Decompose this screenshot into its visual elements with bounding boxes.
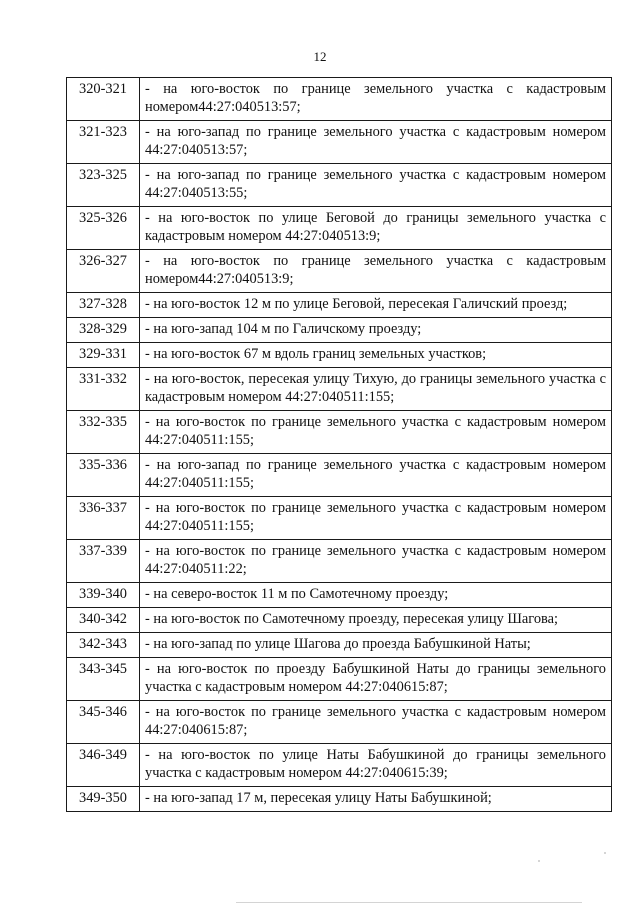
table-row <box>67 411 612 454</box>
scan-edge-line <box>236 902 582 903</box>
segment-cell: 339-340 <box>67 583 140 608</box>
scan-speck <box>538 860 540 862</box>
table-row <box>67 540 612 583</box>
segment-cell: 340-342 <box>67 608 140 633</box>
table-row <box>67 368 612 411</box>
table-row <box>67 121 612 164</box>
segment-cell: 326-327 <box>67 250 140 293</box>
description-cell: - на юго-восток по границе земельного участка с кадастровым номером 44:27:040511:155; <box>140 411 612 454</box>
description-cell: - на юго-восток по границе земельного участка с кадастровым номером 44:27:040511:22; <box>140 540 612 583</box>
description-cell: - на юго-восток по границе земельного участка с кадастровым номером 44:27:040615:87; <box>140 701 612 744</box>
description-cell: - на юго-восток по проезду Бабушкиной Наты до границы земельного участка с кадастровым номером 44:27:040615:87; <box>140 658 612 701</box>
description-cell: - на юго-запад по границе земельного участка с кадастровым номером 44:27:040513:57; <box>140 121 612 164</box>
table-row <box>67 608 612 633</box>
description-cell: - на юго-восток, пересекая улицу Тихую, до границы земельного участка с кадастровым номером 44:27:040511:155; <box>140 368 612 411</box>
description-cell: - на юго-восток по границе земельного участка с кадастровым номером44:27:040513:57; <box>140 78 612 121</box>
table-row <box>67 787 612 812</box>
segment-cell: 349-350 <box>67 787 140 812</box>
segment-cell: 328-329 <box>67 318 140 343</box>
segment-cell: 345-346 <box>67 701 140 744</box>
page-number: 12 <box>313 49 327 64</box>
segment-cell: 320-321 <box>67 78 140 121</box>
table-row <box>67 701 612 744</box>
table-row <box>67 250 612 293</box>
description-cell: - на юго-восток по Самотечному проезду, пересекая улицу Шагова; <box>140 608 612 633</box>
table-row <box>67 658 612 701</box>
description-cell: - на юго-запад 17 м, пересекая улицу Наты Бабушкиной; <box>140 787 612 812</box>
table-row <box>67 164 612 207</box>
description-cell: - на юго-запад по границе земельного участка с кадастровым номером 44:27:040513:55; <box>140 164 612 207</box>
description-cell: - на северо-восток 11 м по Самотечному проезду; <box>140 583 612 608</box>
description-cell: - на юго-запад по улице Шагова до проезда Бабушкиной Наты; <box>140 633 612 658</box>
boundary-segments-table <box>66 77 612 812</box>
segment-cell: 335-336 <box>67 454 140 497</box>
segment-cell: 325-326 <box>67 207 140 250</box>
description-cell: - на юго-восток по улице Наты Бабушкиной до границы земельного участка с кадастровым номером 44:27:040615:39; <box>140 744 612 787</box>
segment-cell: 342-343 <box>67 633 140 658</box>
description-cell: - на юго-запад 104 м по Галичскому проезду; <box>140 318 612 343</box>
table-row <box>67 454 612 497</box>
segment-cell: 343-345 <box>67 658 140 701</box>
segment-cell: 321-323 <box>67 121 140 164</box>
table-row <box>67 583 612 608</box>
table-row <box>67 207 612 250</box>
description-cell: - на юго-восток по границе земельного участка с кадастровым номером 44:27:040511:155; <box>140 497 612 540</box>
description-cell: - на юго-запад по границе земельного участка с кадастровым номером 44:27:040511:155; <box>140 454 612 497</box>
scan-speck <box>604 852 606 854</box>
segment-cell: 329-331 <box>67 343 140 368</box>
table-row <box>67 78 612 121</box>
table-row <box>67 497 612 540</box>
description-cell: - на юго-восток по улице Беговой до границы земельного участка с кадастровым номером 44:27:040513:9; <box>140 207 612 250</box>
table-row <box>67 318 612 343</box>
description-cell: - на юго-восток 67 м вдоль границ земельных участков; <box>140 343 612 368</box>
segment-cell: 337-339 <box>67 540 140 583</box>
segment-cell: 332-335 <box>67 411 140 454</box>
description-cell: - на юго-восток 12 м по улице Беговой, пересекая Галичский проезд; <box>140 293 612 318</box>
table-row <box>67 633 612 658</box>
segment-cell: 331-332 <box>67 368 140 411</box>
table-row <box>67 744 612 787</box>
segment-cell: 346-349 <box>67 744 140 787</box>
description-cell: - на юго-восток по границе земельного участка с кадастровым номером44:27:040513:9; <box>140 250 612 293</box>
table-row <box>67 343 612 368</box>
table-row <box>67 293 612 318</box>
segment-cell: 323-325 <box>67 164 140 207</box>
segment-cell: 336-337 <box>67 497 140 540</box>
segment-cell: 327-328 <box>67 293 140 318</box>
